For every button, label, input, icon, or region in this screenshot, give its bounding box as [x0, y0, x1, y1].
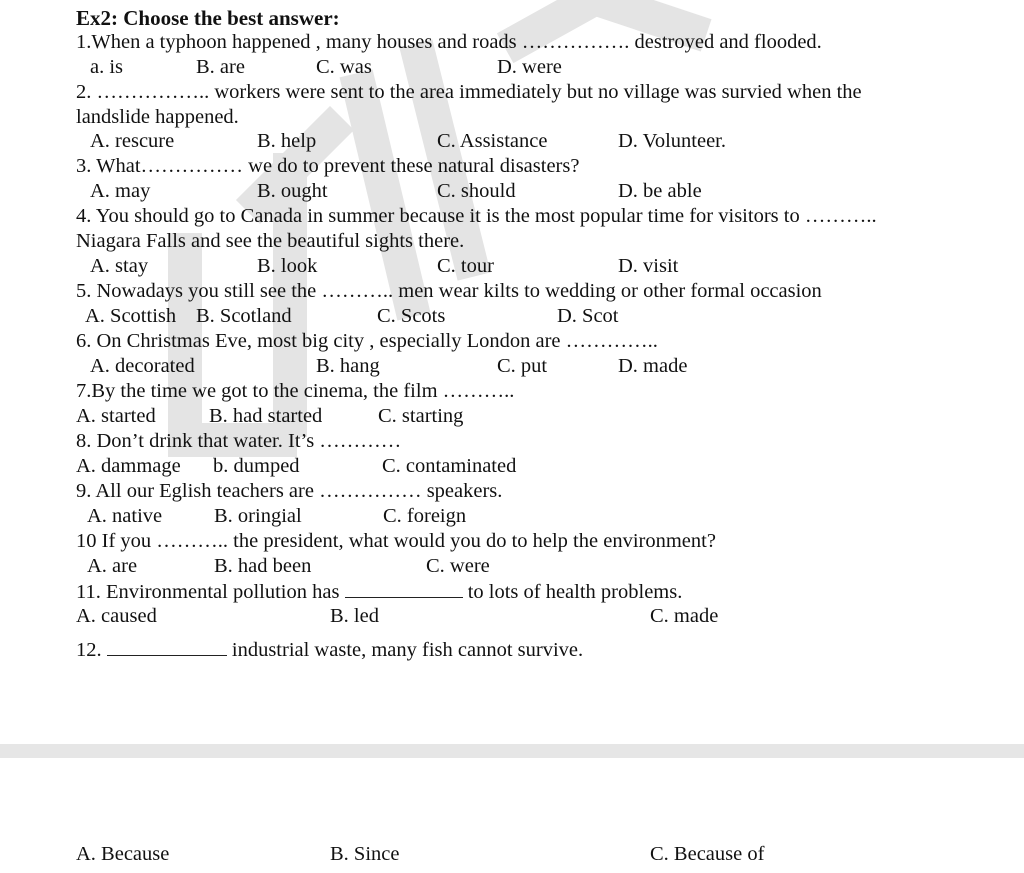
q4-option-d[interactable]: D. visit	[618, 255, 679, 277]
question-4-text-cont: Niagara Falls and see the beautiful sights there.	[76, 230, 465, 252]
q5-option-b[interactable]: B. Scotland	[196, 305, 292, 327]
question-2-text: 2. …………….. workers were sent to the area immediately but no village was survied when the	[76, 81, 862, 103]
question-1-text: 1.When a typhoon happened , many houses and roads ……………. destroyed and flooded.	[76, 31, 822, 53]
question-6-text: 6. On Christmas Eve, most big city , especially London are …………..	[76, 330, 658, 352]
q12-prefix: 12.	[76, 639, 102, 661]
question-9-text: 9. All our Eglish teachers are …………… speakers.	[76, 480, 503, 502]
q11-option-b[interactable]: B. led	[330, 605, 379, 627]
page-divider	[0, 744, 1024, 758]
q12-option-b[interactable]: B. Since	[330, 843, 400, 865]
q7-option-a[interactable]: A. started	[76, 405, 156, 427]
q8-option-c[interactable]: C. contaminated	[382, 455, 517, 477]
question-7-text: 7.By the time we got to the cinema, the film ………..	[76, 380, 515, 402]
q4-option-c[interactable]: C. tour	[437, 255, 494, 277]
q5-option-d[interactable]: D. Scot	[557, 305, 619, 327]
q9-option-b[interactable]: B. oringial	[214, 505, 302, 527]
question-11-text	[76, 579, 682, 604]
question-3-text: 3. What…………… we do to prevent these natural disasters?	[76, 155, 580, 177]
q11-prefix: 11. Environmental pollution has	[76, 581, 340, 603]
q10-option-a[interactable]: A. are	[87, 555, 138, 577]
q7-option-c[interactable]: C. starting	[378, 405, 464, 427]
q10-option-c[interactable]: C. were	[426, 555, 490, 577]
q2-option-c[interactable]: C. Assistance	[437, 130, 548, 152]
q8-option-b[interactable]: b. dumped	[213, 455, 300, 477]
q6-option-a[interactable]: A. decorated	[90, 355, 195, 377]
q3-option-a[interactable]: A. may	[90, 180, 151, 202]
q11-suffix: to lots of health problems.	[467, 581, 683, 603]
question-4-text: 4. You should go to Canada in summer because it is the most popular time for visitors to ………..	[76, 205, 877, 227]
q6-option-b[interactable]: B. hang	[316, 355, 380, 377]
q5-option-a[interactable]: A. Scottish	[85, 305, 177, 327]
q9-option-a[interactable]: A. native	[87, 505, 163, 527]
q5-option-c[interactable]: C. Scots	[377, 305, 446, 327]
q2-option-a[interactable]: A. rescure	[90, 130, 175, 152]
question-2-text-cont: landslide happened.	[76, 106, 239, 128]
q12-option-a[interactable]: A. Because	[76, 843, 170, 865]
q10-option-b[interactable]: B. had been	[214, 555, 312, 577]
q9-option-c[interactable]: C. foreign	[383, 505, 467, 527]
q3-option-d[interactable]: D. be able	[618, 180, 702, 202]
q12-option-c[interactable]: C. Because of	[650, 843, 765, 865]
q4-option-b[interactable]: B. look	[257, 255, 318, 277]
question-8-text: 8. Don’t drink that water. It’s …………	[76, 430, 402, 452]
q3-option-c[interactable]: C. should	[437, 180, 516, 202]
exercise-title: Ex2: Choose the best answer:	[76, 6, 340, 30]
q11-option-a[interactable]: A. caused	[76, 605, 157, 627]
q3-option-b[interactable]: B. ought	[257, 180, 328, 202]
q11-answer-blank[interactable]	[345, 579, 463, 598]
q2-option-d[interactable]: D. Volunteer.	[618, 130, 727, 152]
q4-option-a[interactable]: A. stay	[90, 255, 149, 277]
question-12-text	[76, 637, 583, 662]
q6-option-d[interactable]: D. made	[618, 355, 688, 377]
q12-answer-blank[interactable]	[107, 637, 227, 656]
q1-option-b[interactable]: B. are	[196, 56, 245, 78]
q6-option-c[interactable]: C. put	[497, 355, 548, 377]
question-10-text: 10 If you ……….. the president, what would you do to help the environment?	[76, 530, 716, 552]
q1-option-c[interactable]: C. was	[316, 56, 372, 78]
q11-option-c[interactable]: C. made	[650, 605, 719, 627]
question-5-text: 5. Nowadays you still see the ……….. men wear kilts to wedding or other formal occasion	[76, 280, 822, 302]
q2-option-b[interactable]: B. help	[257, 130, 317, 152]
q12-suffix: industrial waste, many fish cannot survive.	[231, 639, 584, 661]
q8-option-a[interactable]: A. dammage	[76, 455, 181, 477]
q1-option-d[interactable]: D. were	[497, 56, 562, 78]
q1-option-a[interactable]: a. is	[90, 56, 124, 78]
q7-option-b[interactable]: B. had started	[209, 405, 323, 427]
